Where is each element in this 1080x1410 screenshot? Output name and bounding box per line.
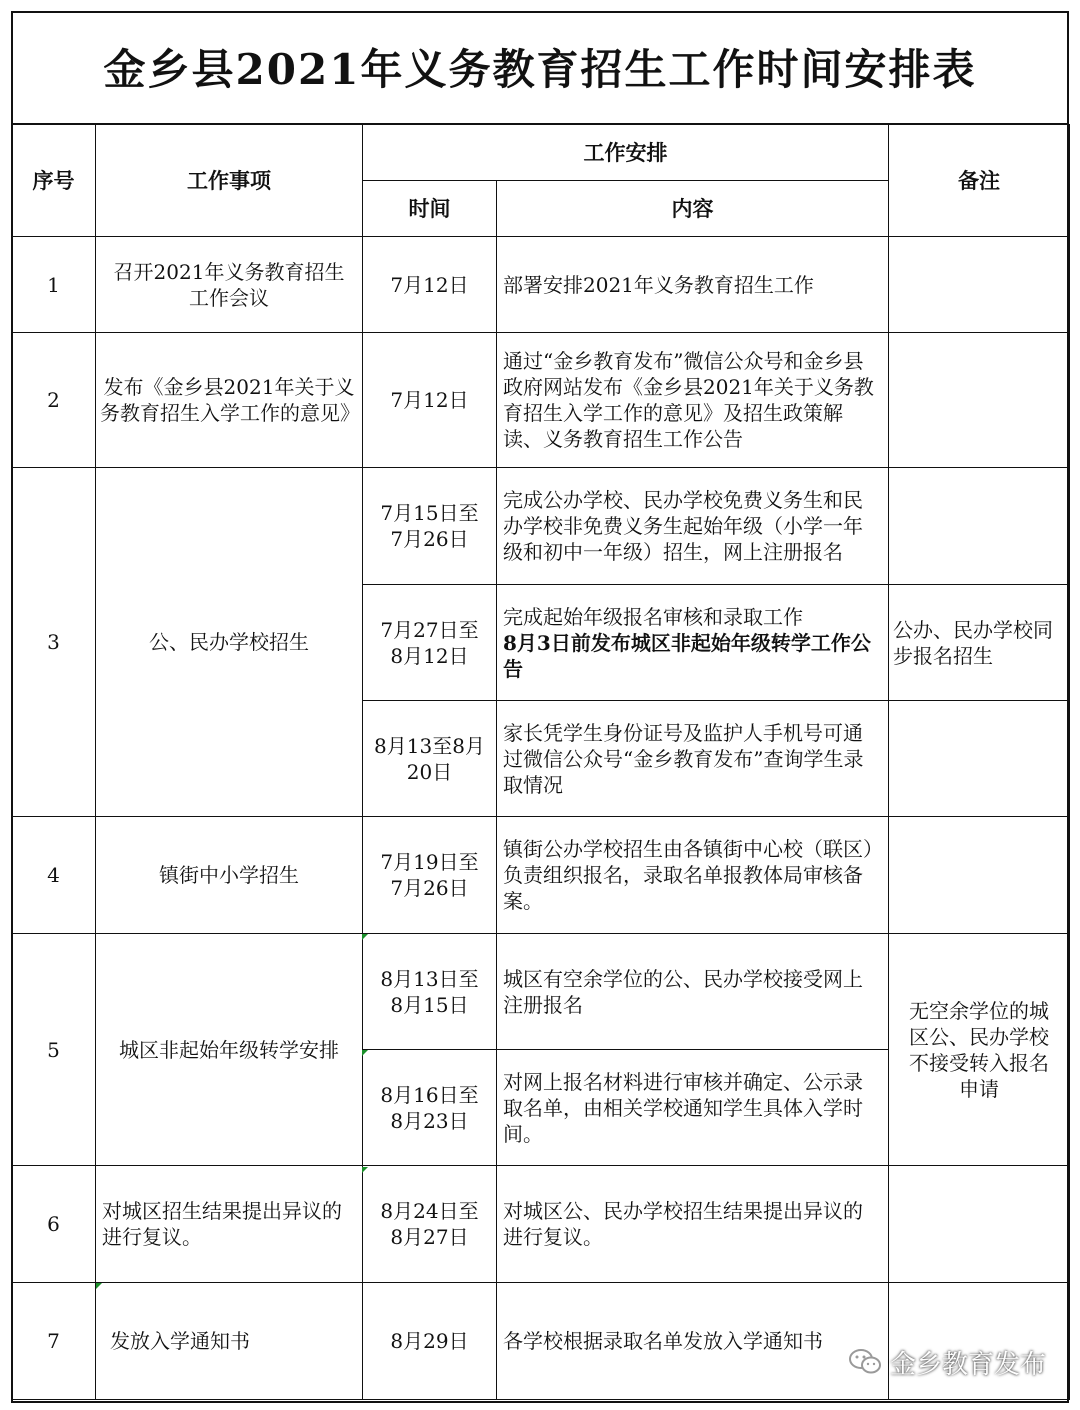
cell-marker <box>96 1283 102 1289</box>
row-content: 各学校根据录取名单发放入学通知书 <box>497 1283 889 1400</box>
row-content: 家长凭学生身份证号及监护人手机号可通过微信公众号“金乡教育发布”查询学生录取情况 <box>497 701 889 817</box>
table-row <box>12 817 1070 934</box>
row-item: 城区非起始年级转学安排 <box>96 934 363 1166</box>
row-time: 7月12日 <box>363 237 497 333</box>
row-content: 对网上报名材料进行审核并确定、公示录取名单，由相关学校通知学生具体入学时间。 <box>497 1050 889 1166</box>
row-item: 发放入学通知书 <box>96 1283 363 1400</box>
row-content: 完成公办学校、民办学校免费义务生和民办学校非免费义务生起始年级（小学一年级和初中一年级）招生，网上注册报名 <box>497 468 889 585</box>
row-remark: 公办、民办学校同步报名招生 <box>889 585 1070 701</box>
watermark <box>848 1342 1046 1382</box>
row-remark: 无空余学位的城区公、民办学校不接受转入报名申请 <box>889 934 1070 1166</box>
header-content: 内容 <box>497 181 889 237</box>
row-seq: 2 <box>12 333 96 468</box>
row-content: 部署安排2021年义务教育招生工作 <box>497 237 889 333</box>
content-bold-text: 8月3日前发布城区非起始年级转学工作公告 <box>503 630 871 681</box>
header-item: 工作事项 <box>96 125 363 237</box>
cell-marker <box>362 1050 368 1056</box>
row-item: 对城区招生结果提出异议的进行复议。 <box>96 1166 363 1283</box>
row-content <box>497 585 889 701</box>
wechat-icon <box>848 1347 882 1377</box>
row-seq: 4 <box>12 817 96 934</box>
row-seq: 3 <box>12 468 96 817</box>
header-remark: 备注 <box>889 125 1070 237</box>
row-remark <box>889 468 1070 585</box>
row-seq: 6 <box>12 1166 96 1283</box>
row-remark <box>889 817 1070 934</box>
table-row <box>12 237 1070 333</box>
row-time: 8月13日至8月15日 <box>363 934 497 1050</box>
header-arrangement: 工作安排 <box>363 125 889 181</box>
row-time: 8月16日至8月23日 <box>363 1050 497 1166</box>
row-remark <box>889 237 1070 333</box>
row-time: 8月29日 <box>363 1283 497 1400</box>
row-seq: 5 <box>12 934 96 1166</box>
table-row <box>12 468 1070 585</box>
page-title: 金乡县2021年义务教育招生工作时间安排表 <box>11 11 1069 125</box>
row-remark <box>889 333 1070 468</box>
cell-marker <box>362 934 368 940</box>
table-row <box>12 1166 1070 1283</box>
row-time: 7月15日至7月26日 <box>363 468 497 585</box>
row-item: 公、民办学校招生 <box>96 468 363 817</box>
row-time: 8月13至8月20日 <box>363 701 497 817</box>
row-remark <box>889 1166 1070 1283</box>
row-remark <box>889 701 1070 817</box>
table-row <box>12 333 1070 468</box>
schedule-table <box>11 124 1070 1400</box>
header-row <box>12 125 1070 181</box>
table-row <box>12 934 1070 1050</box>
header-seq: 序号 <box>12 125 96 237</box>
row-item: 召开2021年义务教育招生工作会议 <box>96 237 363 333</box>
row-content: 对城区公、民办学校招生结果提出异议的进行复议。 <box>497 1166 889 1283</box>
row-time: 7月19日至7月26日 <box>363 817 497 934</box>
content-text: 完成起始年级报名审核和录取工作 <box>503 604 803 629</box>
row-content: 通过“金乡教育发布”微信公众号和金乡县政府网站发布《金乡县2021年关于义务教育招生入学工作的意见》及招生政策解读、义务教育招生工作公告 <box>497 333 889 468</box>
row-seq: 7 <box>12 1283 96 1400</box>
row-item: 镇街中小学招生 <box>96 817 363 934</box>
watermark-text: 金乡教育发布 <box>889 1349 1046 1380</box>
row-time: 8月24日至8月27日 <box>363 1166 497 1283</box>
row-content: 镇街公办学校招生由各镇街中心校（联区）负责组织报名，录取名单报教体局审核备案。 <box>497 817 889 934</box>
header-time: 时间 <box>363 181 497 237</box>
cell-marker <box>362 1167 368 1173</box>
row-time: 7月12日 <box>363 333 497 468</box>
row-time: 7月27日至8月12日 <box>363 585 497 701</box>
row-content: 城区有空余学位的公、民办学校接受网上注册报名 <box>497 934 889 1050</box>
row-seq: 1 <box>12 237 96 333</box>
row-item: 发布《金乡县2021年关于义务教育招生入学工作的意见》 <box>96 333 363 468</box>
